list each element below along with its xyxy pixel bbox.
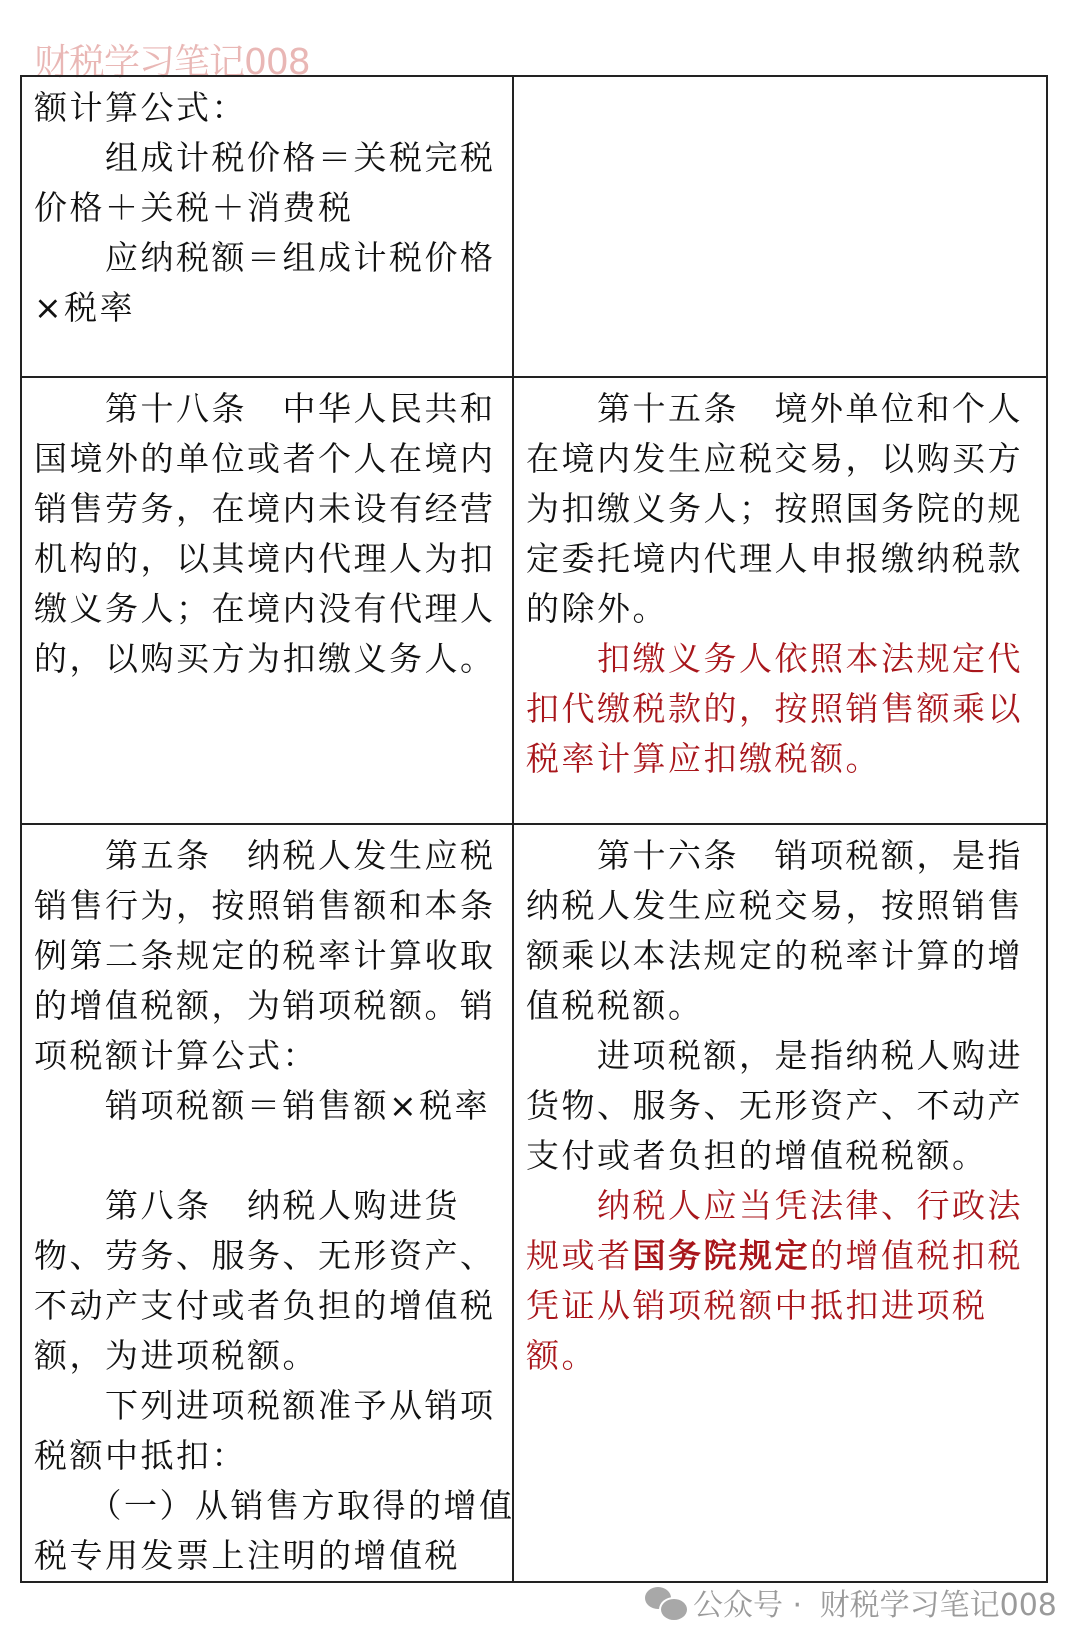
text-line: 的，以购买方为扣缴义务人。 [34, 639, 496, 678]
text-line: 额，为进项税额。 [34, 1336, 318, 1375]
text-line: 税专用发票上注明的增值税 [34, 1536, 460, 1575]
text-line: 的增值税额，为销项税额。销 [34, 986, 496, 1025]
text-line: 例第二条规定的税率计算收取 [34, 936, 496, 975]
text-line: ×税率 [34, 288, 136, 327]
text-line: 缴义务人；在境内没有代理人 [34, 589, 496, 628]
text-line: 货物、服务、无形资产、不动产 [526, 1086, 1023, 1125]
text-line: 纳税人发生应税交易，按照销售 [526, 886, 1023, 925]
cell-right [513, 824, 1047, 1582]
text-line: 税额中抵扣： [34, 1436, 247, 1475]
text-line: 额计算公式： [34, 88, 247, 127]
footer-prefix: 公众号 · [693, 1588, 812, 1623]
text-line: 物、劳务、服务、无形资产、 [34, 1236, 496, 1275]
text-line: 进项税额，是指纳税人购进 [526, 1036, 1023, 1075]
wechat-icon [645, 1585, 685, 1619]
text-line: 价格＋关税＋消费税 [34, 188, 354, 227]
text-line: 组成计税价格＝关税完税 [34, 138, 496, 177]
text-line: 纳税人应当凭法律、行政法 [526, 1186, 1023, 1225]
text-line: （一）从销售方取得的增值 [34, 1486, 515, 1525]
text-segment: 规或者 [526, 1236, 633, 1275]
text-line: 第八条 纳税人购进货 [34, 1186, 460, 1225]
text-line: 在境内发生应税交易，以购买方 [526, 439, 1023, 478]
text-line: 销售劳务，在境内未设有经营 [34, 489, 496, 528]
text-line: 额乘以本法规定的税率计算的增 [526, 936, 1023, 975]
cell-right [513, 76, 1047, 377]
text-line: 的除外。 [526, 589, 668, 628]
text-line: 销项税额＝销售额×税率 [34, 1086, 491, 1125]
text-line: 凭证从销项税额中抵扣进项税 [526, 1286, 988, 1325]
text-line: 为扣缴义务人；按照国务院的规 [526, 489, 1023, 528]
text-line: 定委托境内代理人申报缴纳税款 [526, 539, 1023, 578]
cell-left [21, 824, 513, 1582]
text-line: 第五条 纳税人发生应税 [34, 836, 496, 875]
table-row [21, 76, 1047, 377]
text-line: 第十六条 销项税额，是指 [526, 836, 1023, 875]
watermark: 财税学习笔记008 [34, 42, 310, 83]
text-line: 额。 [526, 1336, 597, 1375]
text-segment: 的增值税扣税 [810, 1236, 1023, 1275]
cell-left [21, 76, 513, 377]
text-line: 国境外的单位或者个人在境内 [34, 439, 496, 478]
table-row [21, 377, 1047, 824]
table-row [21, 824, 1047, 1582]
comparison-table [20, 75, 1048, 1583]
footer [645, 1580, 1057, 1624]
text-line: 下列进项税额准予从销项 [34, 1386, 496, 1425]
text-line: 税率计算应扣缴税额。 [526, 739, 881, 778]
text-line: 支付或者负担的增值税税额。 [526, 1136, 988, 1175]
text-line: 第十八条 中华人民共和 [34, 389, 496, 428]
text-line: 销售行为，按照销售额和本条 [34, 886, 496, 925]
text-line: 值税税额。 [526, 986, 704, 1025]
text-line: 扣缴义务人依照本法规定代 [526, 639, 1023, 678]
text-line [34, 1131, 504, 1181]
text-line: 应纳税额＝组成计税价格 [34, 238, 496, 277]
cell-left [21, 377, 513, 824]
emphasis-text: 国务院规定 [632, 1236, 810, 1275]
text-line: 扣代缴税款的，按照销售额乘以 [526, 689, 1023, 728]
footer-account: 财税学习笔记008 [819, 1588, 1057, 1623]
text-line [526, 1231, 1038, 1281]
text-line: 机构的，以其境内代理人为扣 [34, 539, 496, 578]
text-line: 第十五条 境外单位和个人 [526, 389, 1023, 428]
cell-right [513, 377, 1047, 824]
text-line: 不动产支付或者负担的增值税 [34, 1286, 496, 1325]
text-line: 项税额计算公式： [34, 1036, 318, 1075]
